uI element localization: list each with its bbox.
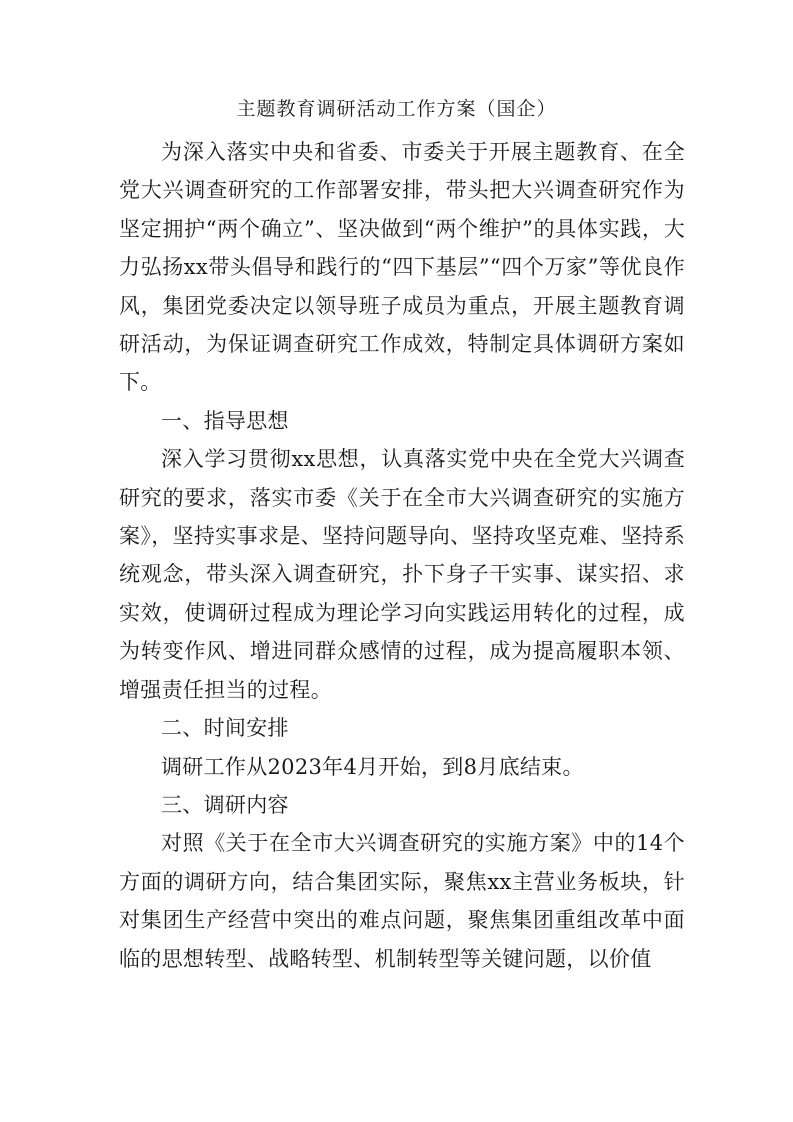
section-heading-guiding-ideology: 一、指导思想 [161,408,289,433]
section-heading-schedule: 二、时间安排 [161,716,289,741]
paragraph-schedule: 调研工作从2023年4月开始，到8月底结束。 [161,754,584,779]
document-title: 主题教育调研活动工作方案（国企） [236,98,557,120]
paragraph-intro: 为深入落实中央和省委、市委关于开展主题教育、在全党大兴调查研究的工作部署安排，带头把大兴调查研究作为坚定拥护“两个确立”、坚决做到“两个维护”的具体实践，大力弘扬xx带头倡导和践行的“四下基层”“四个万家”等优良作风，集团党委决定以领导班子成员为重点，开展主题教育调研活动，为保证调查研究工作成效，特制定具体调研方案如下。 [119,140,685,395]
paragraph-guiding-ideology: 深入学习贯彻xx思想，认真落实党中央在全党大兴调查研究的要求，落实市委《关于在全市大兴调查研究的实施方案》，坚持实事求是、坚持问题导向、坚持攻坚克难、坚持系统观念，带头深入调查研究，扑下身子干实事、谋实招、求实效，使调研过程成为理论学习向实践运用转化的过程，成为转变作风、增进同群众感情的过程，成为提高履职本领、增强责任担当的过程。 [119,447,685,702]
document-body [119,133,685,978]
paragraph-research-content: 对照《关于在全市大兴调查研究的实施方案》中的14个方面的调研方向，结合集团实际，聚焦xx主营业务板块，针对集团生产经营中突出的难点问题，聚焦集团重组改革中面临的思想转型、战略转型、机制转型等关键问题，以价值 [119,831,685,971]
section-heading-research-content: 三、调研内容 [161,792,289,817]
